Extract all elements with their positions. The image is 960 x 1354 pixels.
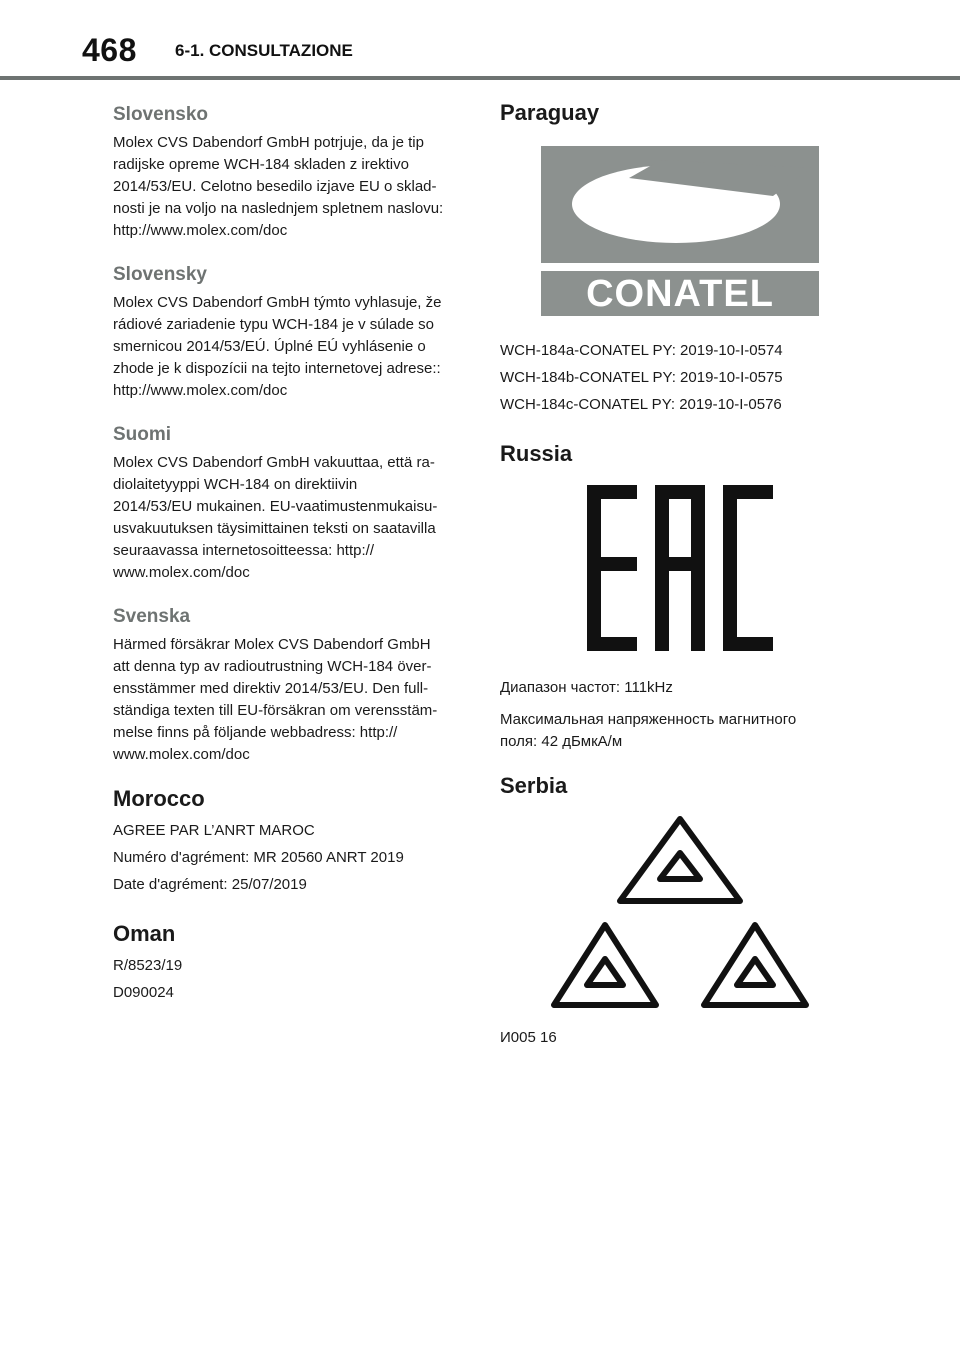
section-russia	[500, 441, 860, 753]
section-slovensko	[113, 104, 473, 242]
url-text: http://www.molex.com/doc	[113, 382, 288, 399]
section-heading: Suomi	[113, 424, 172, 445]
text-line: Molex CVS Dabendorf GmbH vakuuttaa, että ra-	[113, 454, 435, 471]
approval-line: WCH-184c-CONATEL PY: 2019-10-I-0576	[500, 396, 782, 413]
triangle-top-inner	[660, 853, 700, 879]
url-text: www.molex.com/doc	[113, 564, 250, 581]
section-serbia	[500, 773, 860, 1049]
section-heading: Russia	[500, 441, 573, 466]
section-morocco	[113, 786, 473, 896]
section-heading: Slovensky	[113, 264, 207, 285]
paragraph	[113, 292, 473, 402]
text-line: AGREE PAR L’ANRT MAROC	[113, 822, 315, 839]
text-line: Molex CVS Dabendorf GmbH potrjuje, da je tip	[113, 134, 424, 151]
section-suomi	[113, 424, 473, 584]
serbia-triangle-mark	[500, 813, 860, 1013]
text-line: seuraavassa internetosoitteessa: http://	[113, 542, 374, 559]
approval-line: WCH-184b-CONATEL PY: 2019-10-I-0575	[500, 369, 783, 386]
header-rule	[0, 76, 960, 80]
triangle-top-outer	[620, 819, 740, 901]
text-line: Molex CVS Dabendorf GmbH týmto vyhlasuje, že	[113, 294, 442, 311]
text-line: att denna typ av radioutrustning WCH-184 över-	[113, 658, 432, 675]
serbia-code: И005 16	[500, 1029, 557, 1046]
text-line: Date d'agrément: 25/07/2019	[113, 876, 307, 893]
section-heading: Serbia	[500, 773, 568, 798]
paragraph	[113, 132, 473, 242]
text-line: ständiga texten till EU-försäkran om verensstäm-	[113, 702, 438, 719]
text-line: smernicou 2014/53/EÚ. Úplné EÚ vyhlásenie o	[113, 338, 426, 355]
text-line: Numéro d'agrément: MR 20560 ANRT 2019	[113, 849, 404, 866]
text-line: Härmed försäkrar Molex CVS Dabendorf GmbH	[113, 636, 431, 653]
text-line: ensstämmer med direktiv 2014/53/EU. Den full-	[113, 680, 429, 697]
text-line: nosti je na voljo na naslednjem spletnem naslovu:	[113, 200, 444, 217]
text-line: поля: 42 дБмкА/м	[500, 733, 623, 750]
text-line: rádiové zariadenie typu WCH-184 je v súlade so	[113, 316, 434, 333]
section-heading: Oman	[113, 921, 176, 946]
text-line: Диапазон частот: 111kHz	[500, 679, 673, 696]
text-line: R/8523/19	[113, 957, 183, 974]
eac-mark	[500, 485, 860, 651]
serbia-triangle-icon	[550, 813, 810, 1013]
section-heading: Morocco	[113, 786, 205, 811]
section-paraguay	[500, 100, 860, 416]
url-text: www.molex.com/doc	[113, 746, 250, 763]
section-heading: Svenska	[113, 606, 191, 627]
section-oman	[113, 921, 473, 1004]
section-slovensky	[113, 264, 473, 402]
text-line: D090024	[113, 984, 174, 1001]
text-line: melse finns på följande webbadress: http://	[113, 724, 398, 741]
section-svenska	[113, 606, 473, 766]
approval-line: WCH-184a-CONATEL PY: 2019-10-I-0574	[500, 342, 783, 359]
eac-mark-icon	[587, 485, 773, 651]
paragraph	[113, 634, 473, 766]
page-header	[0, 0, 960, 80]
chapter-title: 6-1. CONSULTAZIONE	[175, 41, 353, 60]
conatel-logo	[500, 146, 860, 316]
left-column	[113, 100, 473, 1009]
page-number: 468	[82, 32, 137, 68]
url-text: http://www.molex.com/doc	[113, 222, 288, 239]
paragraph	[500, 709, 860, 753]
right-column	[500, 100, 860, 1049]
triangle-right-outer	[704, 925, 806, 1005]
logo-wordmark: CONATEL	[586, 273, 774, 315]
triangle-left-inner	[587, 959, 623, 985]
text-line: zhode je k dispozícii na tejto internetovej adrese::	[113, 360, 441, 377]
section-heading: Slovensko	[113, 104, 209, 125]
triangle-right-inner	[737, 959, 773, 985]
text-line: radijske opreme WCH-184 skladen z irektivo	[113, 156, 409, 173]
paragraph	[113, 452, 473, 584]
text-line: usvakuutuksen täysimittainen teksti on saatavilla	[113, 520, 436, 537]
text-line: 2014/53/EU mukainen. EU-vaatimustenmukaisu-	[113, 498, 438, 515]
text-line: diolaitetyyppi WCH-184 on direktiivin	[113, 476, 358, 493]
conatel-logo-graphic	[541, 146, 819, 316]
text-line: Максимальная напряженность магнитного	[500, 711, 797, 728]
text-line: 2014/53/EU. Celotno besedilo izjave EU o sklad-	[113, 178, 437, 195]
triangle-left-outer	[554, 925, 656, 1005]
section-heading: Paraguay	[500, 100, 600, 125]
